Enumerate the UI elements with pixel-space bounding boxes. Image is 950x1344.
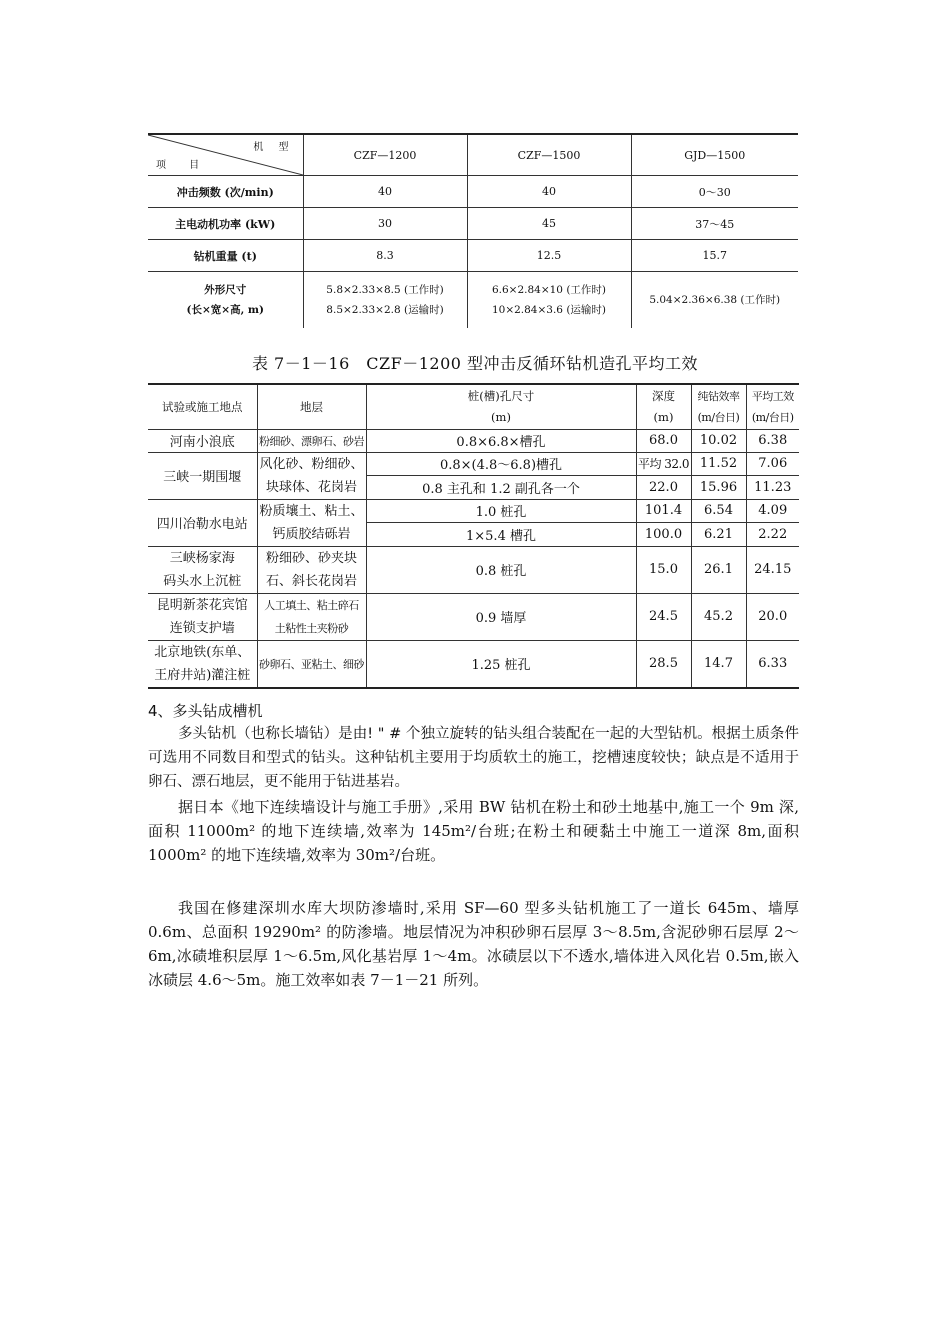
header-avg-unit: (m/台日)	[746, 406, 799, 429]
label-line: (长×宽×高, m)	[186, 303, 264, 316]
row-label: 主电动机功率 (kW)	[148, 208, 303, 240]
row-label: 钻机重量 (t)	[148, 240, 303, 272]
cell-site: 四川冶勒水电站	[148, 499, 257, 546]
cell-size: 1×5.4 槽孔	[366, 523, 636, 547]
cell-line: 三峡杨家海	[169, 550, 235, 566]
table-row	[148, 452, 799, 476]
section-heading: 4、多头钻成槽机	[148, 702, 263, 720]
cell-site	[148, 640, 257, 688]
cell-depth: 101.4	[636, 499, 691, 523]
cell-pure: 14.7	[691, 640, 746, 688]
cell-line: 粉质壤土、粘土、	[259, 503, 364, 519]
cell-line: 钙质胶结砾岩	[272, 526, 351, 542]
cell-line: 10×2.84×3.6 (运输时)	[491, 303, 607, 316]
cell-line: 石、斜长花岗岩	[265, 573, 357, 589]
cell-stratum: 粉细砂、漂卵石、砂岩	[257, 429, 366, 452]
cell-size: 1.0 桩孔	[366, 499, 636, 523]
cell-avg: 24.15	[746, 546, 799, 593]
cell-size: 0.8 桩孔	[366, 546, 636, 593]
cell-pure: 6.54	[691, 499, 746, 523]
efficiency-table	[148, 383, 799, 689]
cell-line: 5.8×2.33×8.5 (工作时)	[326, 283, 444, 296]
header-size: 桩(槽)孔尺寸	[366, 384, 636, 406]
cell-line: 北京地铁(东单、	[154, 644, 251, 660]
cell-line: 昆明新茶花宾馆	[156, 597, 248, 613]
cell-depth: 15.0	[636, 546, 691, 593]
header-stratum: 地层	[257, 384, 366, 429]
header-depth: 深度	[636, 384, 691, 406]
header-pure-unit: (m/台日)	[691, 406, 746, 429]
cell-avg: 20.0	[746, 593, 799, 640]
cell: 37～45	[631, 208, 798, 240]
table-corner-header	[148, 134, 303, 176]
table-row	[148, 429, 799, 452]
model-header: GJD—1500	[631, 134, 798, 176]
corner-label-model: 机 型	[253, 142, 295, 153]
cell-line: 人工填土、粘土碎石	[264, 598, 359, 612]
table-row	[148, 272, 798, 328]
cell-line: 风化砂、粉细砂、	[259, 456, 364, 472]
cell-stratum	[257, 593, 366, 640]
cell-pure: 11.52	[691, 452, 746, 476]
header-pure-efficiency: 纯钻效率	[691, 384, 746, 406]
cell-line: 连锁支护墙	[169, 620, 235, 636]
row-label	[148, 272, 303, 328]
cell-pure: 10.02	[691, 429, 746, 452]
cell-line: 粉细砂、砂夹块	[265, 550, 357, 566]
cell-site	[148, 546, 257, 593]
cell: 12.5	[467, 240, 631, 272]
cell-stratum: 砂卵石、亚粘土、细砂	[257, 640, 366, 688]
cell-depth: 28.5	[636, 640, 691, 688]
cell-avg: 6.38	[746, 429, 799, 452]
cell-line: 王府井站)灌注桩	[154, 667, 251, 683]
cell: 30	[303, 208, 467, 240]
cell-depth: 24.5	[636, 593, 691, 640]
cell-stratum	[257, 546, 366, 593]
cell-line: 块球体、花岗岩	[265, 479, 357, 495]
header-site: 试验或施工地点	[148, 384, 257, 429]
cell-site: 河南小浪底	[148, 429, 257, 452]
cell-size: 1.25 桩孔	[366, 640, 636, 688]
cell-pure: 26.1	[691, 546, 746, 593]
paragraph: 我国在修建深圳水库大坝防渗墙时,采用 SF—60 型多头钻机施工了一道长 645m、墙厚 0.6m、总面积 19290m² 的防渗墙。地层情况为冲积砂卵石层厚 3～8.5m,含泥砂卵石层厚 2～6m,冰碛堆积层厚 1～6.5m,风化基岩厚 1～4m。冰碛层以下不透水,墙体进入风化岩 0.5m,嵌入冰碛层 4.6～5m。施工效率如表 7－1－21 所列。	[148, 899, 799, 989]
header-depth-unit: (m)	[636, 406, 691, 429]
label-line: 外形尺寸	[204, 283, 247, 296]
cell	[303, 272, 467, 328]
cell-line: 6.6×2.84×10 (工作时)	[491, 283, 607, 296]
cell-line: 土粘性土夹粉砂	[274, 621, 349, 635]
cell-size: 0.8×(4.8～6.8)槽孔	[366, 452, 636, 476]
model-header: CZF—1200	[303, 134, 467, 176]
cell-line: 码头水上沉桩	[163, 573, 242, 589]
cell-line: 8.5×2.33×2.8 (运输时)	[326, 303, 444, 316]
table-row	[148, 208, 798, 240]
cell: 5.04×2.36×6.38 (工作时)	[631, 272, 798, 328]
paragraph: 据日本《地下连续墙设计与施工手册》,采用 BW 钻机在粉土和砂土地基中,施工一个 9m 深,面积 11000m² 的地下连续墙,效率为 145m²/台班;在粉土和硬黏土中施工一道深 8m,面积 1000m² 的地下连续墙,效率为 30m²/台班。	[148, 798, 799, 864]
table-row	[148, 593, 799, 640]
cell-depth: 100.0	[636, 523, 691, 547]
cell-pure: 15.96	[691, 476, 746, 500]
cell: 15.7	[631, 240, 798, 272]
header-size-unit: (m)	[366, 406, 636, 429]
cell-site: 三峡一期围堰	[148, 452, 257, 499]
cell-depth: 平均 32.0	[636, 452, 691, 476]
header-avg-efficiency: 平均工效	[746, 384, 799, 406]
cell-size: 0.8×6.8×槽孔	[366, 429, 636, 452]
cell: 40	[467, 176, 631, 208]
paragraph: 多头钻机（也称长墙钻）是由! " # 个独立旋转的钻头组合装配在一起的大型钻机。根据土质条件可选用不同数目和型式的钻头。这种钻机主要用于均质软土的施工，挖槽速度较快；缺点是不适用于卵石、漂石地层，更不能用于钻进基岩。	[148, 726, 799, 790]
cell-avg: 7.06	[746, 452, 799, 476]
cell: 40	[303, 176, 467, 208]
table-row	[148, 499, 799, 523]
table-row	[148, 640, 799, 688]
cell-stratum	[257, 499, 366, 546]
table-caption: 表 7－1－16 CZF－1200 型冲击反循环钻机造孔平均工效	[251, 354, 699, 373]
cell-avg: 2.22	[746, 523, 799, 547]
table-row	[148, 176, 798, 208]
cell: 45	[467, 208, 631, 240]
cell-site	[148, 593, 257, 640]
cell-avg: 11.23	[746, 476, 799, 500]
model-header: CZF—1500	[467, 134, 631, 176]
cell-avg: 6.33	[746, 640, 799, 688]
cell-avg: 4.09	[746, 499, 799, 523]
cell	[467, 272, 631, 328]
drill-spec-table	[148, 133, 798, 328]
cell-size: 0.9 墙厚	[366, 593, 636, 640]
cell: 0～30	[631, 176, 798, 208]
cell-pure: 45.2	[691, 593, 746, 640]
table-row	[148, 546, 799, 593]
cell: 8.3	[303, 240, 467, 272]
row-label: 冲击频数 (次/min)	[148, 176, 303, 208]
cell-depth: 22.0	[636, 476, 691, 500]
corner-label-item: 项 目	[156, 160, 210, 171]
cell-size: 0.8 主孔和 1.2 副孔各一个	[366, 476, 636, 500]
cell-stratum	[257, 452, 366, 499]
table-row	[148, 240, 798, 272]
cell-depth: 68.0	[636, 429, 691, 452]
cell-pure: 6.21	[691, 523, 746, 547]
